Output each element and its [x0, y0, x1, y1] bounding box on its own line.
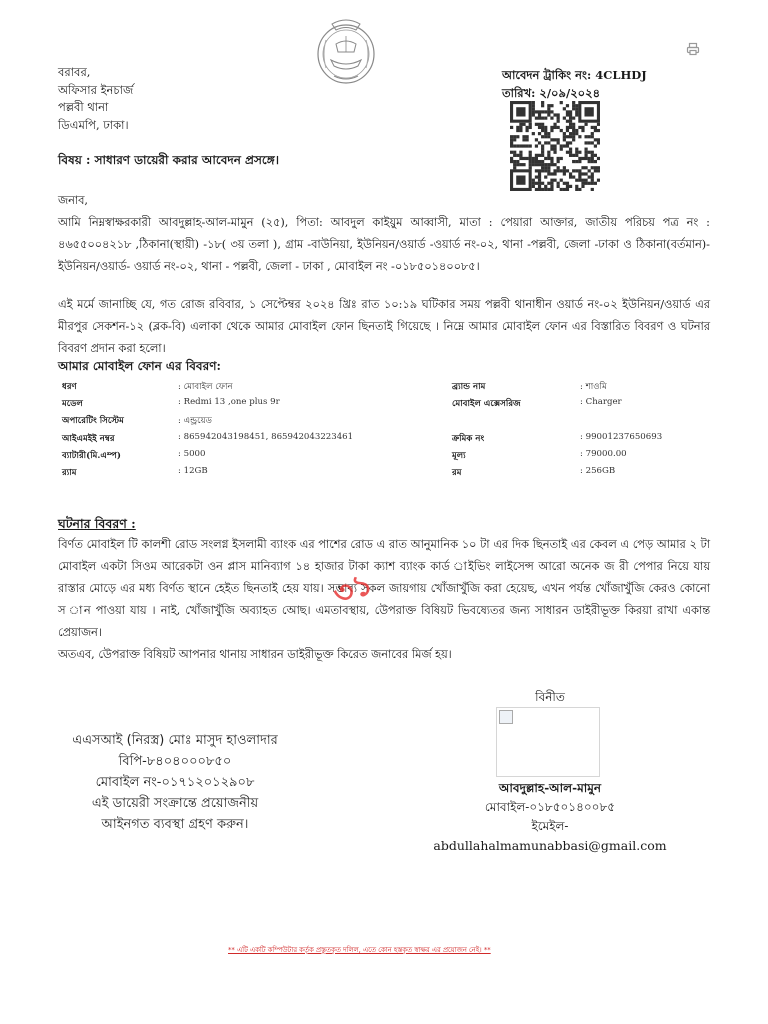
incident-body: বির্ণত মোবাইল টি কালশী রোড সংলগ্ন ইসলামী ব্যাংক এর পাশের রোড এ রাত আনুমানিক ১০ টা এর দিক ছিনতাই এর কেবল এ পেড় আমার ২ টা মোবাইল একটা সিওম আরেকটা ওন প্লাস মানিব্যাগ ১৪ হাজার টাকা ক্যাশ ব্যাংক কার্ড ্রাইভিং লাইসেন্স আরো অনেক জ রী পেপার নিয়ে যায় রাস্তার মোড়ে এর মধ্য বির্ণত স্থানে হেইত ছিনতাই হেয় যায়। সম্ভাব্য সকল জায়গায় খোঁজাখুঁজি করা হেয়েছ, এখন পর্যন্ত খোঁজাখুঁজি কেরও কোনো স ান পাওয়া যায় । নাই, খোঁজাখুঁজি অব্যাহত আেছ। এমতাবস্থায়, উেপরাক্ত বিষিয়ট ভিবষ্যেতর জন্য সাধারন ডাইরীভূক্ত কিরয়া রাখা একান্ত প্রেয়াজন।: [58, 538, 710, 639]
tracking-block: [502, 66, 647, 102]
closing-request: অতএব, উেপরাক্ত বিষিয়ট আপনার থানায় সাধারন ডাইরীভূক্ত কিরেত জনাবের মির্জ হয়।: [58, 648, 452, 661]
phone-section-title: আমার মোবাইল ফোন এর বিবরণ:: [58, 359, 221, 373]
spec-value: : 865942043198451, 865942043223461: [178, 432, 354, 442]
spec-row: [62, 432, 712, 449]
officer-line: এএসআই (নিরস্ত্র) মোঃ মাসুদ হাওলাদার: [72, 733, 278, 748]
applicant-mobile: মোবাইল-০১৮৫০১৪০০৮৫: [484, 800, 616, 814]
spec-row: [62, 397, 712, 414]
red-stamp-mark: ৩১: [328, 566, 378, 614]
spec-value: : 79000.00: [580, 449, 627, 459]
printer-icon[interactable]: [686, 42, 700, 56]
applicant-name: আবদুল্লাহ-আল-মামুন: [498, 781, 602, 795]
intro-paragraph: আমি নিম্নস্বাক্ষরকারী আবদুল্লাহ-আল-মামুন (২৫), পিতা: আবদুল কাইয়ুম আব্বাসী, মাতা : পেয়ারা আক্তার, জাতীয় পরিচয় পত্র নং : ৪৬৫৫০০৪২১৮ ,ঠিকানা(স্থায়ী) -১৮( ৩য় তলা ), গ্রাম -বাউনিয়া, ইউনিয়ন/ওয়ার্ড -ওয়ার্ড নং-০২, থানা -পল্লবী, জেলা -ঢাকা ও ঠিকানা(বর্তমান)- ইউনিয়ন/ওয়ার্ড- ওয়ার্ড নং-০২, থানা - পল্লবী, জেলা - ঢাকা , মোবাইল নং -০১৮৫০১৪০০৮৫।: [58, 216, 710, 273]
officer-endorsement: [30, 730, 320, 835]
application-date: তারিখ: ২/০৯/২০২৪: [502, 86, 601, 100]
spec-label: র‍্যাম: [62, 468, 77, 478]
spec-row: [62, 380, 712, 397]
incident-description: [58, 534, 710, 666]
statement-paragraph: এই মর্মে জানাচ্ছি যে, গত রোজ রবিবার, ১ সেপ্টেম্বর ২০২৪ খ্রিঃ রাত ১০:১৯ ঘটিকার সময় পল্লবী থানাধীন ওয়ার্ড নং-০২ ইউনিয়ন/ওয়ার্ড এর মীরপুর সেকশন-১২ (ব্লক-বি) এলাকা থেকে আমার মোবাইল ফোন ছিনতাই গিয়েছে । নিম্নে আমার মোবাইল ফোন এর বিস্তারিত বিবরণ ও ঘটনার বিবরণ প্রদান করা হলো।: [58, 298, 710, 355]
officer-line: আইনগত ব্যবস্থা গ্রহণ করুন।: [101, 817, 249, 832]
spec-value: : Charger: [580, 397, 622, 407]
spec-label: মোবাইল এক্সেসরিজ: [452, 399, 521, 409]
officer-line: এই ডায়েরী সংক্রান্তে প্রয়োজনীয়: [91, 796, 259, 811]
incident-title: ঘটনার বিবরণ :: [58, 516, 136, 531]
recipient-line: অফিসার ইনচার্জ: [58, 82, 134, 97]
recipient-block: [58, 64, 133, 134]
spec-label: ধরণ: [62, 382, 77, 392]
spec-value: : 256GB: [580, 466, 616, 476]
spec-value: : Redmi 13 ,one plus 9r: [178, 397, 280, 407]
spec-label: ব্যাটারী(মি.এম্প): [62, 451, 121, 461]
spec-value: : 99001237650693: [580, 432, 663, 442]
footer-note: ** এটি একটি কম্পিউটার কর্তৃক প্রস্তুতকৃত দলিল, এতে কোন হস্তকৃত স্বাক্ষর এর প্রয়োজন নেই। **: [228, 946, 491, 954]
spec-value: : মোবাইল ফোন: [178, 382, 233, 392]
applicant-signature-block: [430, 688, 670, 855]
officer-line: বিপি-৮৪০৪০০০৮৫০: [118, 754, 232, 769]
recipient-line: বরাবর,: [58, 65, 91, 79]
spec-row: [62, 414, 712, 431]
signature-closing: বিনীত: [535, 690, 565, 704]
email-label: ইমেইল-: [531, 819, 569, 833]
officer-line: মোবাইল নং-০১৭১২০১২৯০৮: [95, 775, 255, 790]
qr-code: [510, 101, 600, 191]
greeting: জনাব,: [58, 194, 89, 207]
applicant-email: abdullahalmamunabbasi@gmail.com: [433, 838, 667, 853]
spec-label: অপারেটিং সিস্টেম: [62, 416, 124, 426]
police-emblem: [314, 18, 378, 86]
subject-line: বিষয় : সাধারণ ডায়েরী করার আবেদন প্রসঙ্গে।: [58, 153, 279, 167]
spec-value: : 5000: [178, 449, 206, 459]
spec-label: ক্রমিক নং: [452, 434, 485, 444]
spec-row: [62, 466, 712, 483]
spec-label: আইএমইই নম্বর: [62, 434, 115, 444]
spec-label: রম: [452, 468, 462, 478]
spec-label: মডেল: [62, 399, 83, 409]
spec-row: [62, 449, 712, 466]
spec-value: : শাওমি: [580, 382, 607, 392]
spec-label: ব্র্যান্ড নাম: [452, 382, 486, 392]
spec-value: : এন্ড্রয়েড: [178, 416, 212, 426]
recipient-line: পল্লবী থানা: [58, 100, 109, 114]
signature-image: [496, 707, 600, 777]
broken-image-icon: [499, 710, 513, 724]
spec-label: মূল্য: [452, 451, 466, 461]
recipient-line: ডিএমপি, ঢাকা।: [58, 117, 129, 132]
tracking-number: আবেদন ট্রাকিং নং: 4CLHDJ: [502, 68, 647, 82]
spec-value: : 12GB: [178, 466, 208, 476]
